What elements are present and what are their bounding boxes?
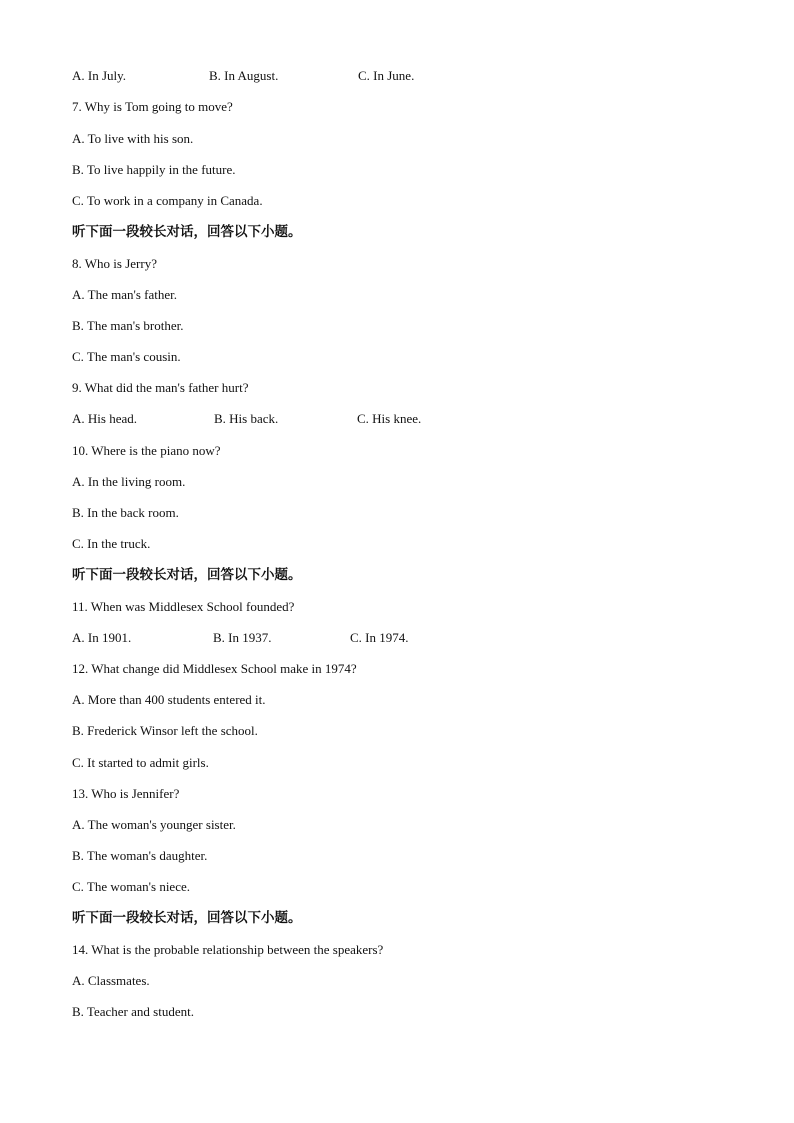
q8-option-c: C. The man's cousin. [72, 349, 181, 364]
q12-question: 12. What change did Middlesex School make in 1974? [72, 661, 357, 676]
q9-question: 9. What did the man's father hurt? [72, 380, 249, 395]
q9-option-b: B. His back. [214, 411, 279, 426]
section-heading-1: 听下面一段较长对话，回答以下小题。 [72, 224, 302, 240]
q10-option-c: C. In the truck. [72, 536, 151, 551]
q12-option-a: A. More than 400 students entered it. [72, 692, 266, 707]
section-heading-3: 听下面一段较长对话，回答以下小题。 [72, 910, 302, 926]
q10-question: 10. Where is the piano now? [72, 443, 221, 458]
q8-question: 8. Who is Jerry? [72, 256, 157, 271]
q8-option-b: B. The man's brother. [72, 318, 184, 333]
q9-option-c: C. His knee. [357, 411, 422, 426]
q14-option-b: B. Teacher and student. [72, 1004, 194, 1019]
q14-option-a: A. Classmates. [72, 973, 150, 988]
q14-question: 14. What is the probable relationship between the speakers? [72, 942, 384, 957]
q9-option-a: A. His head. [72, 411, 137, 426]
q6-option-a: A. In July. [72, 68, 127, 83]
q12-option-c: C. It started to admit girls. [72, 755, 209, 770]
q12-option-b: B. Frederick Winsor left the school. [72, 723, 258, 738]
q7-option-a: A. To live with his son. [72, 131, 194, 146]
q10-option-a: A. In the living room. [72, 474, 186, 489]
q7-question: 7. Why is Tom going to move? [72, 99, 233, 114]
q11-option-a: A. In 1901. [72, 630, 132, 645]
q11-option-c: C. In 1974. [350, 630, 409, 645]
q7-option-c: C. To work in a company in Canada. [72, 193, 263, 208]
q11-option-b: B. In 1937. [213, 630, 272, 645]
q10-option-b: B. In the back room. [72, 505, 179, 520]
q6-option-b: B. In August. [209, 68, 279, 83]
q13-option-b: B. The woman's daughter. [72, 848, 208, 863]
q6-option-c: C. In June. [358, 68, 415, 83]
q13-question: 13. Who is Jennifer? [72, 786, 180, 801]
q13-option-c: C. The woman's niece. [72, 879, 190, 894]
q7-option-b: B. To live happily in the future. [72, 162, 236, 177]
q8-option-a: A. The man's father. [72, 287, 177, 302]
section-heading-2: 听下面一段较长对话，回答以下小题。 [72, 567, 302, 583]
q13-option-a: A. The woman's younger sister. [72, 817, 236, 832]
q11-question: 11. When was Middlesex School founded? [72, 599, 295, 614]
